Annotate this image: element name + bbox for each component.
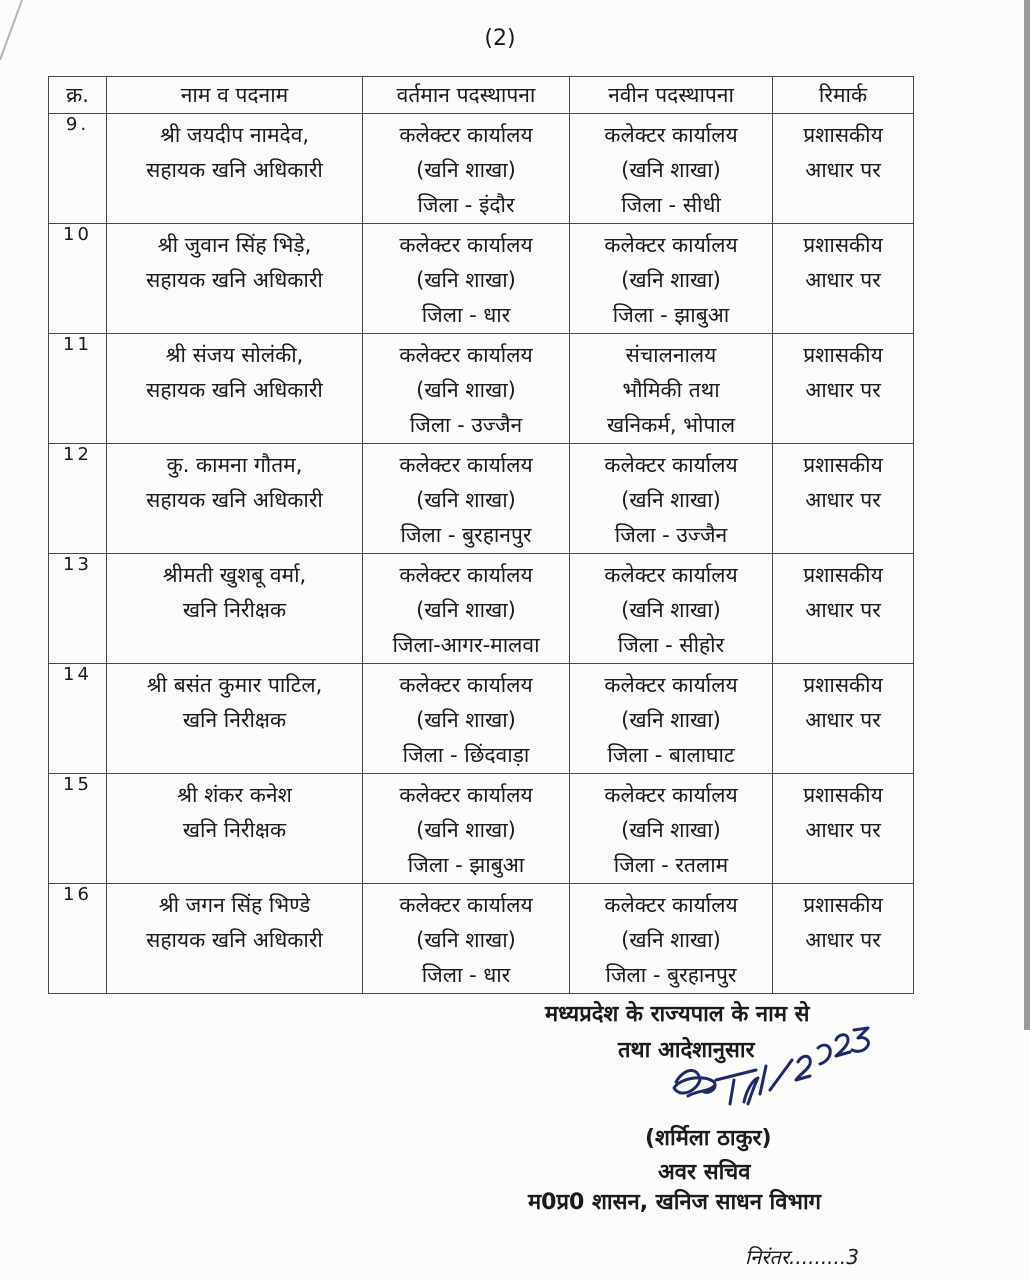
signatory-department: म0प्र0 शासन, खनिज साधन विभाग xyxy=(528,1190,822,1215)
name-designation-line: श्री बसंत कुमार पाटिल, xyxy=(146,673,323,697)
remark-line: प्रशासकीय xyxy=(803,233,883,257)
table-row xyxy=(49,114,914,224)
name-designation-cell xyxy=(107,664,363,774)
new-posting-line: कलेक्टर कार्यालय xyxy=(604,673,738,697)
current-posting-line: जिला - उज्जैन xyxy=(409,413,523,437)
remark-cell xyxy=(773,554,914,664)
current-posting-line: जिला-आगर-मालवा xyxy=(392,633,540,657)
new-posting-cell xyxy=(570,444,773,554)
serial-number: 13 xyxy=(49,554,107,664)
header-current-posting: वर्तमान पदस्थापना xyxy=(363,77,570,114)
current-posting-cell xyxy=(363,334,570,444)
table-row xyxy=(49,554,914,664)
current-posting-cell xyxy=(363,664,570,774)
name-designation-cell xyxy=(107,884,363,994)
current-posting-line: जिला - बुरहानपुर xyxy=(400,523,532,547)
name-designation-line: खनि निरीक्षक xyxy=(182,818,287,842)
serial-number: 16 xyxy=(49,884,107,994)
name-designation-line: सहायक खनि अधिकारी xyxy=(146,268,323,292)
new-posting-line: कलेक्टर कार्यालय xyxy=(604,563,738,587)
header-remark: रिमार्क xyxy=(773,77,914,114)
current-posting-line: जिला - इंदौर xyxy=(417,193,515,217)
name-designation-line: श्री जुवान सिंह भिड़े, xyxy=(157,233,312,257)
remark-cell xyxy=(773,224,914,334)
current-posting-line: कलेक्टर कार्यालय xyxy=(399,233,533,257)
remark-cell xyxy=(773,334,914,444)
name-designation-cell xyxy=(107,224,363,334)
current-posting-line: जिला - धार xyxy=(421,303,511,327)
current-posting-line: (खनि शाखा) xyxy=(416,158,516,182)
new-posting-line: (खनि शाखा) xyxy=(621,818,721,842)
new-posting-line: जिला - सीहोर xyxy=(617,633,725,657)
new-posting-cell xyxy=(570,884,773,994)
new-posting-line: कलेक्टर कार्यालय xyxy=(604,453,738,477)
current-posting-cell xyxy=(363,884,570,994)
remark-line: प्रशासकीय xyxy=(803,123,883,147)
name-designation-line: श्री जयदीप नामदेव, xyxy=(159,123,310,147)
name-designation-line: श्री जगन सिंह भिण्डे xyxy=(158,893,311,917)
signatory-designation: अवर सचिव xyxy=(658,1160,751,1185)
new-posting-line: जिला - बालाघाट xyxy=(607,743,735,767)
name-designation-cell xyxy=(107,334,363,444)
current-posting-line: (खनि शाखा) xyxy=(416,818,516,842)
new-posting-line: संचालनालय xyxy=(625,343,717,367)
remark-line: प्रशासकीय xyxy=(803,673,883,697)
current-posting-line: (खनि शाखा) xyxy=(416,598,516,622)
new-posting-line: कलेक्टर कार्यालय xyxy=(604,893,738,917)
new-posting-line: (खनि शाखा) xyxy=(621,598,721,622)
new-posting-line: जिला - उज्जैन xyxy=(614,523,728,547)
current-posting-line: जिला - धार xyxy=(421,963,511,987)
remark-cell xyxy=(773,664,914,774)
transfer-table xyxy=(48,76,914,994)
new-posting-cell xyxy=(570,664,773,774)
remark-line: प्रशासकीय xyxy=(803,783,883,807)
table-row xyxy=(49,224,914,334)
name-designation-cell xyxy=(107,554,363,664)
remark-line: आधार पर xyxy=(805,158,881,182)
current-posting-line: जिला - झाबुआ xyxy=(407,853,525,877)
current-posting-cell xyxy=(363,444,570,554)
order-line: तथा आदेशानुसार xyxy=(618,1038,755,1063)
new-posting-line: भौमिकी तथा xyxy=(622,378,720,402)
serial-number: 15 xyxy=(49,774,107,884)
current-posting-cell xyxy=(363,224,570,334)
current-posting-line: कलेक्टर कार्यालय xyxy=(399,893,533,917)
new-posting-line: जिला - बुरहानपुर xyxy=(605,963,737,987)
current-posting-line: (खनि शाखा) xyxy=(416,928,516,952)
name-designation-cell xyxy=(107,774,363,884)
header-new-posting: नवीन पदस्थापना xyxy=(570,77,773,114)
new-posting-cell xyxy=(570,114,773,224)
remark-line: आधार पर xyxy=(805,928,881,952)
current-posting-line: कलेक्टर कार्यालय xyxy=(399,783,533,807)
remark-line: आधार पर xyxy=(805,598,881,622)
remark-cell xyxy=(773,774,914,884)
table-row xyxy=(49,334,914,444)
serial-number: 10 xyxy=(49,224,107,334)
new-posting-line: जिला - झाबुआ xyxy=(612,303,730,327)
new-posting-line: (खनि शाखा) xyxy=(621,708,721,732)
current-posting-cell xyxy=(363,554,570,664)
new-posting-line: कलेक्टर कार्यालय xyxy=(604,783,738,807)
name-designation-line: श्री संजय सोलंकी, xyxy=(165,343,304,367)
name-designation-line: खनि निरीक्षक xyxy=(182,708,287,732)
remark-cell xyxy=(773,444,914,554)
new-posting-line: जिला - सीधी xyxy=(621,193,721,217)
remark-line: प्रशासकीय xyxy=(803,343,883,367)
new-posting-line: खनिकर्म, भोपाल xyxy=(606,413,736,437)
new-posting-cell xyxy=(570,554,773,664)
current-posting-line: कलेक्टर कार्यालय xyxy=(399,563,533,587)
name-designation-line: सहायक खनि अधिकारी xyxy=(146,928,323,952)
new-posting-line: (खनि शाखा) xyxy=(621,488,721,512)
remark-cell xyxy=(773,114,914,224)
name-designation-line: कु. कामना गौतम, xyxy=(166,453,303,477)
name-designation-line: सहायक खनि अधिकारी xyxy=(146,378,323,402)
header-serial: क्र. xyxy=(49,77,107,114)
new-posting-line: (खनि शाखा) xyxy=(621,158,721,182)
current-posting-line: (खनि शाखा) xyxy=(416,378,516,402)
remark-line: प्रशासकीय xyxy=(803,893,883,917)
remark-line: आधार पर xyxy=(805,708,881,732)
name-designation-cell xyxy=(107,444,363,554)
new-posting-cell xyxy=(570,224,773,334)
current-posting-line: कलेक्टर कार्यालय xyxy=(399,123,533,147)
new-posting-line: जिला - रतलाम xyxy=(613,853,729,877)
name-designation-line: श्री शंकर कनेश xyxy=(177,783,292,807)
new-posting-cell xyxy=(570,334,773,444)
current-posting-line: कलेक्टर कार्यालय xyxy=(399,453,533,477)
current-posting-line: जिला - छिंदवाड़ा xyxy=(402,743,530,767)
current-posting-line: कलेक्टर कार्यालय xyxy=(399,343,533,367)
remark-line: प्रशासकीय xyxy=(803,453,883,477)
name-designation-cell xyxy=(107,114,363,224)
table-row xyxy=(49,774,914,884)
remark-cell xyxy=(773,884,914,994)
current-posting-line: (खनि शाखा) xyxy=(416,268,516,292)
new-posting-cell xyxy=(570,774,773,884)
serial-number: 14 xyxy=(49,664,107,774)
authority-line: मध्यप्रदेश के राज्यपाल के नाम से xyxy=(545,1002,810,1027)
remark-line: आधार पर xyxy=(805,268,881,292)
new-posting-line: कलेक्टर कार्यालय xyxy=(604,123,738,147)
current-posting-line: (खनि शाखा) xyxy=(416,488,516,512)
page-corner-fold xyxy=(0,0,40,70)
remark-line: आधार पर xyxy=(805,488,881,512)
new-posting-line: (खनि शाखा) xyxy=(621,268,721,292)
page-number: (2) xyxy=(484,26,516,51)
page-edge-shadow xyxy=(1024,0,1030,1030)
current-posting-cell xyxy=(363,114,570,224)
remark-line: आधार पर xyxy=(805,818,881,842)
continued-marker: निरंतर.........3 xyxy=(745,1245,859,1269)
name-designation-line: सहायक खनि अधिकारी xyxy=(146,158,323,182)
table-row xyxy=(49,664,914,774)
name-designation-line: सहायक खनि अधिकारी xyxy=(146,488,323,512)
remark-line: प्रशासकीय xyxy=(803,563,883,587)
current-posting-cell xyxy=(363,774,570,884)
new-posting-line: (खनि शाखा) xyxy=(621,928,721,952)
current-posting-line: कलेक्टर कार्यालय xyxy=(399,673,533,697)
name-designation-line: श्रीमती खुशबू वर्मा, xyxy=(162,563,307,587)
current-posting-line: (खनि शाखा) xyxy=(416,708,516,732)
header-name-designation: नाम व पदनाम xyxy=(107,77,363,114)
serial-number: 9. xyxy=(49,114,107,224)
serial-number: 12 xyxy=(49,444,107,554)
remark-line: आधार पर xyxy=(805,378,881,402)
table-row xyxy=(49,884,914,994)
new-posting-line: कलेक्टर कार्यालय xyxy=(604,233,738,257)
table-row xyxy=(49,444,914,554)
name-designation-line: खनि निरीक्षक xyxy=(182,598,287,622)
serial-number: 11 xyxy=(49,334,107,444)
signatory-name: (शर्मिला ठाकुर) xyxy=(645,1126,772,1151)
table-header-row xyxy=(49,77,914,114)
